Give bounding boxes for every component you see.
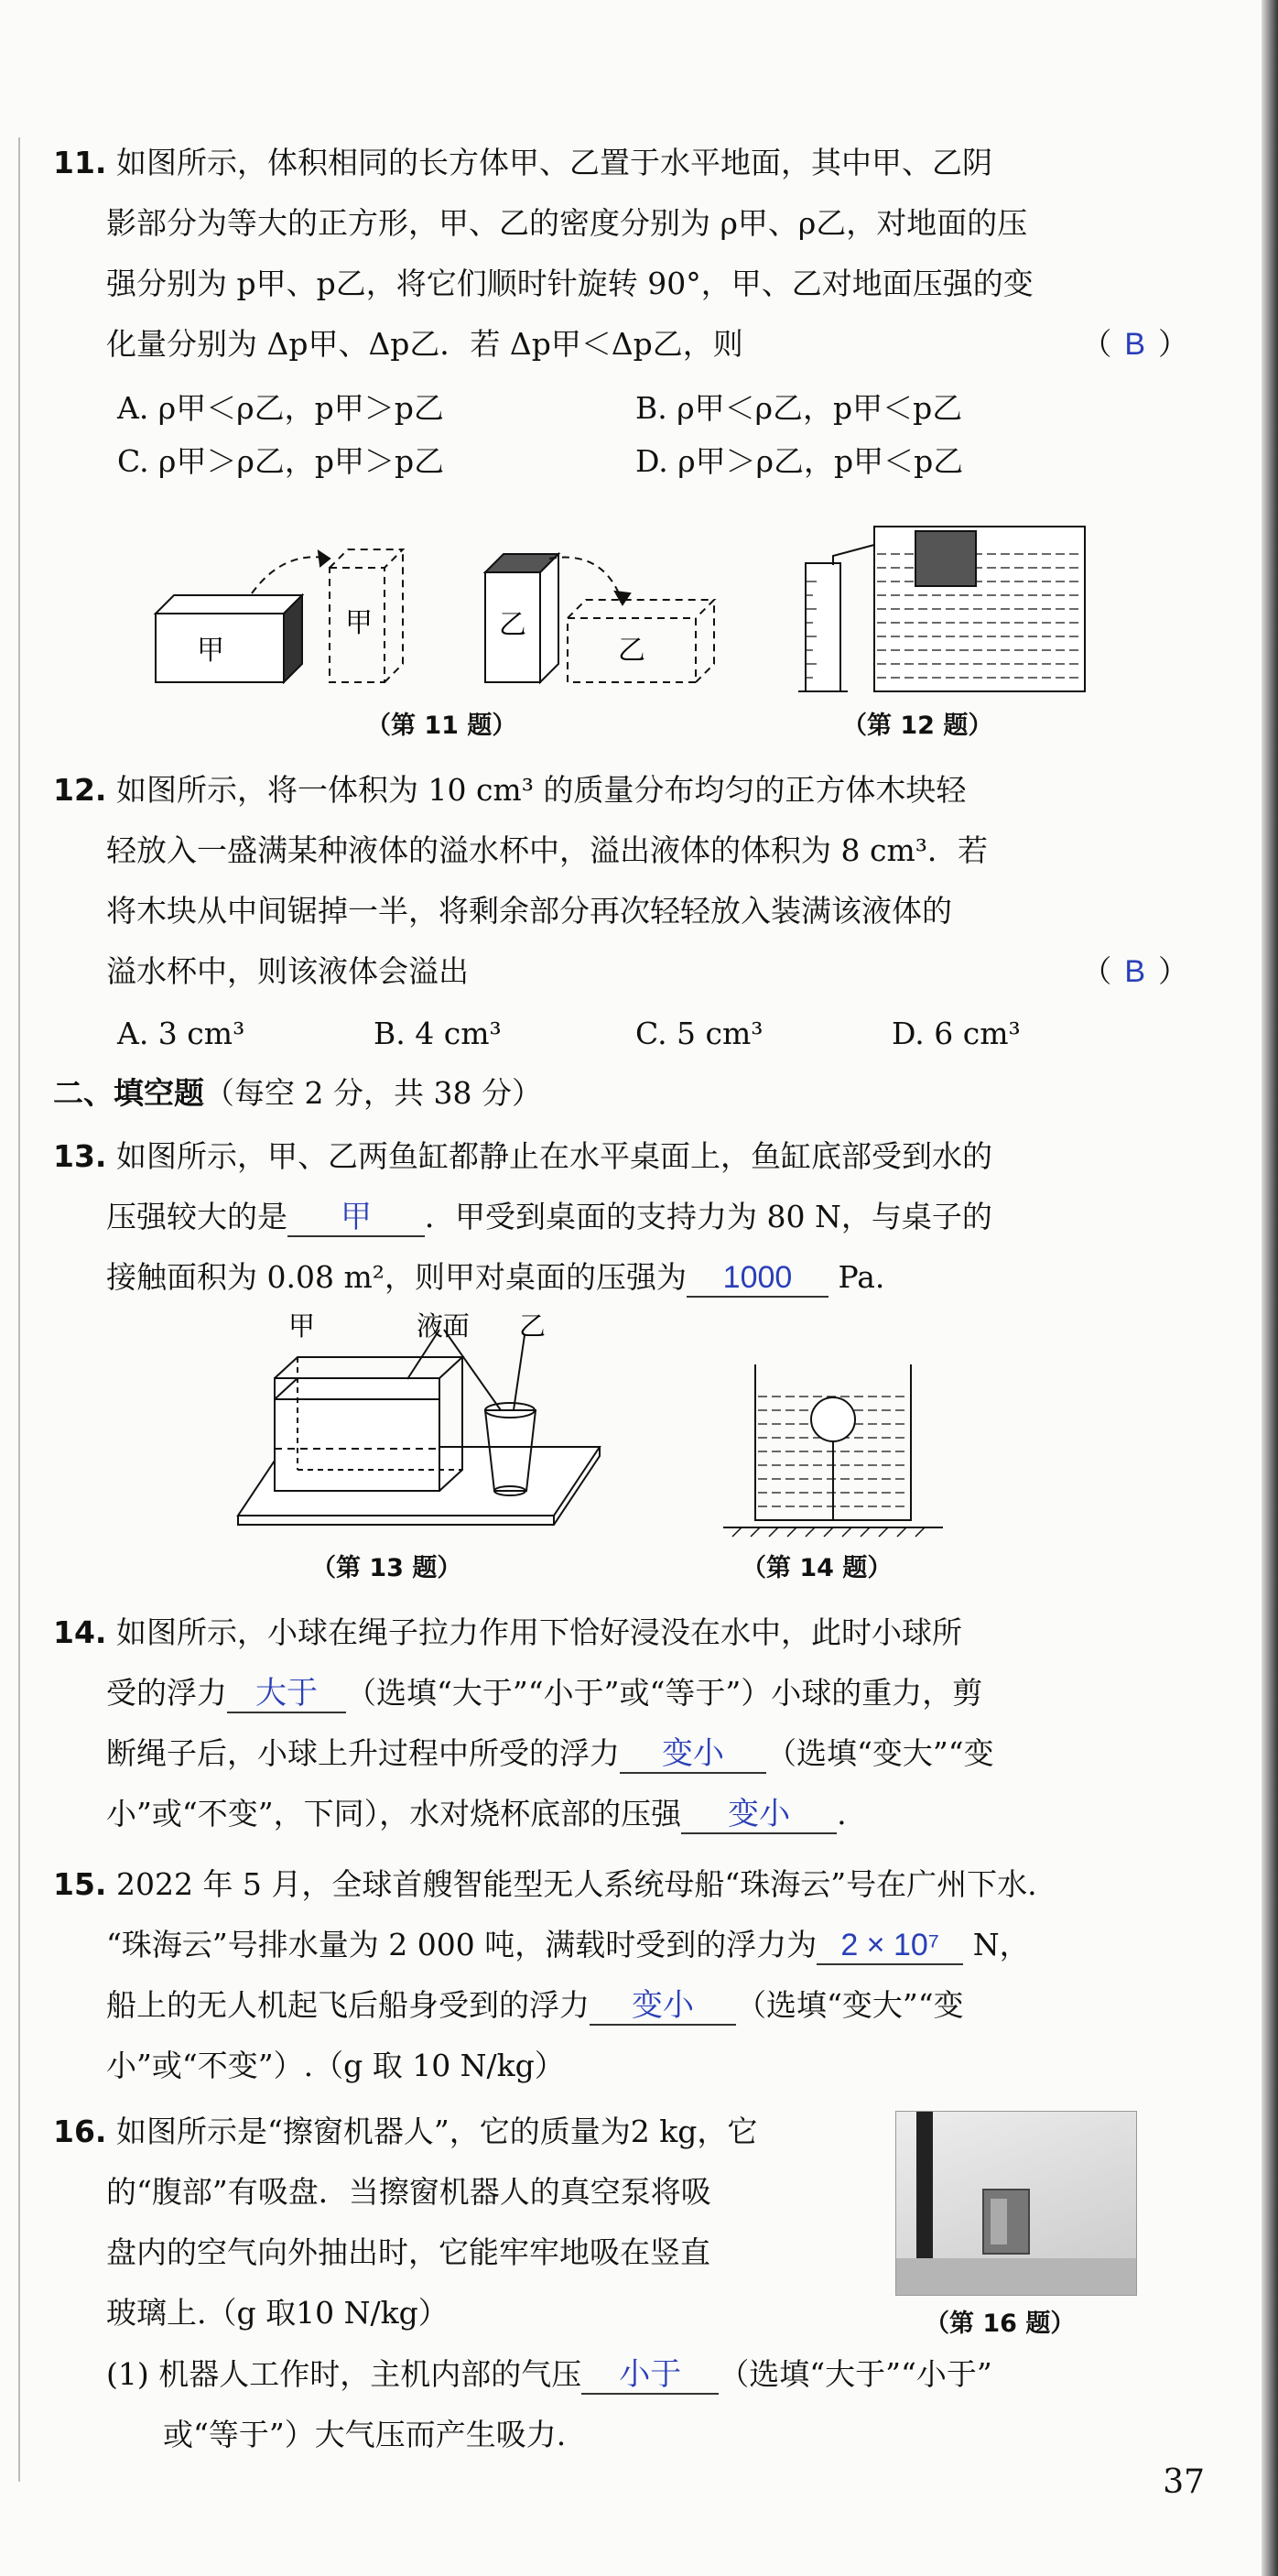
q13-text2-pre: 压强较大的是 — [106, 1199, 287, 1234]
q15-text3-post: （选填“变大”“变 — [736, 1987, 964, 2023]
q15-answer-2: 变小 — [590, 1987, 736, 2026]
caption-11: （第 11 题） — [366, 712, 517, 740]
q14-line1 — [53, 1603, 1188, 1663]
q15-line1 — [53, 1854, 1188, 1915]
fig11-label-yi-1: 乙 — [499, 609, 526, 641]
q13-answer-2: 1000 — [687, 1259, 829, 1298]
caption-13: （第 13 题） — [311, 1554, 462, 1582]
q13-number: 13. — [53, 1138, 107, 1174]
q12-line4 — [53, 941, 1188, 1002]
question-13 — [53, 1126, 1188, 1308]
q13-text3-pre: 接触面积为 0.08 m²，则甲对桌面的压强为 — [106, 1259, 687, 1295]
q13-line2 — [53, 1187, 1188, 1247]
section-2-heading — [53, 1070, 542, 1113]
q14-number: 14. — [53, 1614, 107, 1650]
question-16-sub1 — [53, 2344, 1188, 2465]
q15-answer-1: 2 × 10⁷ — [817, 1927, 963, 1965]
figure-14 — [714, 1355, 952, 1538]
q13-text2-post: ．甲受到桌面的支持力为 80 N，与桌子的 — [425, 1199, 992, 1234]
question-12 — [53, 760, 1188, 1002]
q11-option-b: B. ρ甲＜ρ乙，p甲＜p乙 — [635, 390, 963, 426]
fig11-label-yi-2: 乙 — [618, 635, 645, 667]
q11-line3: 强分别为 p甲、p乙，将它们顺时针旋转 90°，甲、乙对地面压强的变 — [106, 266, 1034, 301]
q14-text4-post: . — [837, 1796, 847, 1831]
q12-answer: B — [1124, 954, 1145, 989]
q16-sub1-pre: (1) 机器人工作时，主机内部的气压 — [106, 2356, 582, 2392]
q16-sub1-post: （选填“大于”“小于” — [719, 2356, 992, 2392]
page-edge-shadow — [1262, 0, 1278, 2576]
q14-text4-pre: 小”或“不变”，下同），水对烧杯底部的压强 — [106, 1796, 682, 1831]
q14-text3-post: （选填“变大”“变 — [766, 1735, 994, 1771]
page-number: 37 — [1163, 2463, 1205, 2501]
q13-line3 — [53, 1247, 1188, 1308]
q11-option-c: C. ρ甲＞ρ乙，p甲＞p乙 — [117, 443, 445, 479]
q16-sub1-line1 — [53, 2344, 1188, 2405]
q12-option-a: A. 3 cm³ — [117, 1016, 245, 1051]
fig11-label-jia-2: 甲 — [345, 607, 373, 639]
q16-sub1-line2: 或“等于”）大气压而产生吸力. — [163, 2417, 567, 2452]
fig13-label-yi: 乙 — [519, 1310, 547, 1342]
q16-line1 — [53, 2102, 877, 2162]
q12-answer-paren: （ B ） — [1081, 953, 1188, 989]
caption-12: （第 12 题） — [842, 712, 993, 740]
q12-line2: 轻放入一盛满某种液体的溢水杯中，溢出液体的体积为 8 cm³．若 — [106, 832, 988, 868]
fig13-label-surface: 液面 — [417, 1310, 471, 1342]
q14-text3-pre: 断绳子后，小球上升过程中所受的浮力 — [106, 1735, 620, 1771]
fig13-label-jia: 甲 — [288, 1310, 316, 1342]
q15-text2-post: N， — [963, 1927, 1030, 1962]
q12-line1 — [53, 760, 1188, 821]
q11-answer: B — [1124, 327, 1145, 362]
q16-line3: 盘内的空气向外抽出时，它能牢牢地吸在竖直 — [106, 2234, 710, 2270]
figure-12 — [796, 508, 1108, 701]
q11-line2: 影部分为等大的正方形，甲、乙的密度分别为 ρ甲、ρ乙，对地面的压 — [106, 205, 1028, 241]
q11-line1 — [53, 133, 1188, 193]
q13-line1 — [53, 1126, 1188, 1187]
q15-number: 15. — [53, 1866, 107, 1902]
caption-14: （第 14 题） — [742, 1554, 893, 1582]
q14-text1: 如图所示，小球在绳子拉力作用下恰好浸没在水中，此时小球所 — [115, 1614, 962, 1650]
q14-text2-pre: 受的浮力 — [106, 1675, 227, 1711]
q13-text3-post: Pa. — [828, 1259, 885, 1295]
caption-16: （第 16 题） — [925, 2310, 1076, 2338]
window-robot-photo — [895, 2111, 1137, 2296]
q14-answer-3: 变小 — [681, 1796, 837, 1834]
q15-line3 — [53, 1975, 1188, 2036]
q11-option-d: D. ρ甲＞ρ乙，p甲＜p乙 — [635, 443, 964, 479]
q12-option-d: D. 6 cm³ — [892, 1016, 1021, 1051]
q16-answer-1: 小于 — [581, 2356, 719, 2395]
q15-text3-pre: 船上的无人机起飞后船身受到的浮力 — [106, 1987, 590, 2023]
q11-line4 — [53, 314, 1188, 375]
q12-line3: 将木块从中间锯掉一半，将剩余部分再次轻轻放入装满该液体的 — [106, 893, 952, 929]
q11-answer-paren: （ B ） — [1081, 326, 1188, 362]
q14-answer-1: 大于 — [227, 1675, 346, 1713]
question-16 — [53, 2102, 877, 2343]
q15-text2-pre: “珠海云”号排水量为 2 000 吨，满载时受到的浮力为 — [106, 1927, 818, 1962]
figure-11 — [146, 531, 751, 696]
figure-13 — [233, 1310, 618, 1529]
q16-text1: 如图所示是“擦窗机器人”，它的质量为2 kg，它 — [115, 2114, 758, 2149]
q13-text1: 如图所示，甲、乙两鱼缸都静止在水平桌面上，鱼缸底部受到水的 — [115, 1138, 992, 1174]
section-2-title: 二、填空题 — [53, 1075, 204, 1111]
q14-line2 — [53, 1663, 1188, 1723]
q12-text1: 如图所示，将一体积为 10 cm³ 的质量分布均匀的正方体木块轻 — [115, 772, 967, 808]
q11-text1: 如图所示，体积相同的长方体甲、乙置于水平地面，其中甲、乙阴 — [115, 145, 992, 180]
q11-options — [117, 382, 1170, 488]
q12-option-c: C. 5 cm³ — [635, 1016, 764, 1051]
q12-options — [117, 1007, 1170, 1060]
q12-option-b: B. 4 cm³ — [374, 1016, 502, 1051]
q15-line2 — [53, 1915, 1188, 1975]
q14-answer-2: 变小 — [620, 1735, 766, 1774]
q13-answer-1: 甲 — [287, 1199, 425, 1237]
margin-line — [18, 137, 20, 2482]
q14-line3 — [53, 1723, 1188, 1784]
q12-text4: 溢水杯中，则该液体会溢出 — [106, 953, 469, 989]
q16-line2: 的“腹部”有吸盘．当擦窗机器人的真空泵将吸 — [106, 2174, 711, 2210]
question-11 — [53, 133, 1188, 375]
q11-option-a: A. ρ甲＜ρ乙，p甲＞p乙 — [117, 390, 444, 426]
q11-text4: 化量分别为 Δp甲、Δp乙．若 Δp甲＜Δp乙，则 — [106, 326, 743, 362]
question-15 — [53, 1854, 1188, 2096]
section-2-note: （每空 2 分，共 38 分） — [204, 1075, 542, 1111]
q15-text1: 2022 年 5 月，全球首艘智能型无人系统母船“珠海云”号在广州下水. — [115, 1866, 1037, 1902]
q14-line4 — [53, 1784, 1188, 1844]
q15-line4: 小”或“不变”）.（g 取 10 N/kg） — [106, 2048, 565, 2083]
q16-number: 16. — [53, 2114, 107, 2149]
fig11-label-jia-1: 甲 — [197, 635, 224, 667]
q16-line4: 玻璃上.（g 取10 N/kg） — [106, 2295, 449, 2331]
q14-text2-post: （选填“大于”“小于”或“等于”）小球的重力，剪 — [346, 1675, 983, 1711]
question-14 — [53, 1603, 1188, 1844]
q12-number: 12. — [53, 772, 107, 808]
q11-number: 11. — [53, 145, 107, 180]
